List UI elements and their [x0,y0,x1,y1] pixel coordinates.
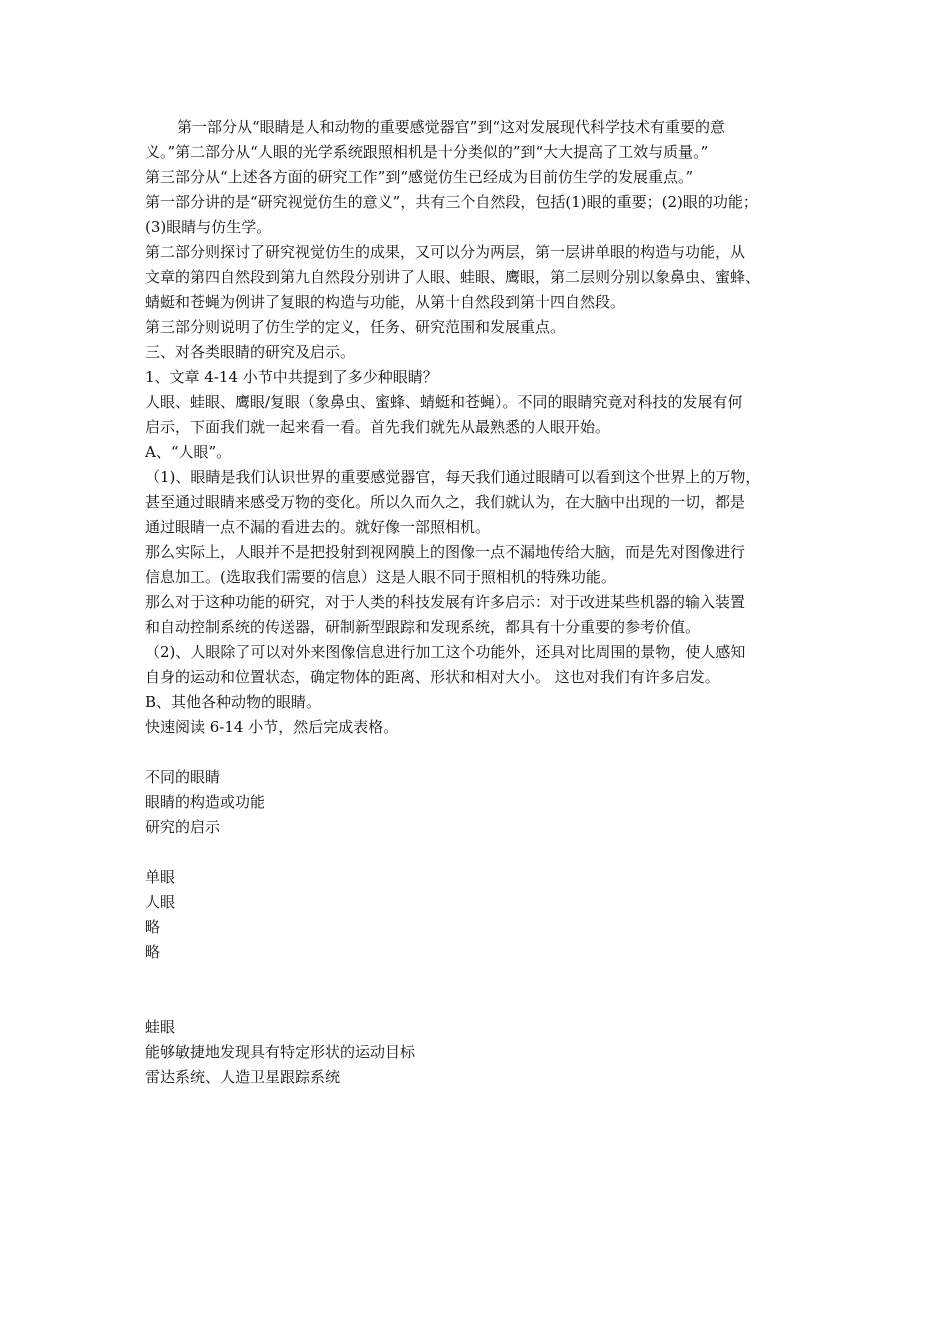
table-header [145,765,810,840]
document-page [145,115,810,1090]
table-cell: 能够敏捷地发现具有特定形状的运动目标 [145,1043,416,1061]
paragraph-line: 那么对于这种功能的研究，对于人类的科技发展有许多启示：对于改进某些机器的输入装置 [145,593,746,611]
table-row [145,1015,810,1090]
paragraph-line: 甚至通过眼睛来感受万物的变化。所以久而久之，我们就认为，在大脑中出现的一切，都是 [145,493,746,511]
paragraph-line: （1)、眼睛是我们认识世界的重要感觉器官，每天我们通过眼睛可以看到这个世界上的万物， [145,468,761,486]
subsection-heading: B、其他各种动物的眼睛。 [145,693,322,711]
table-group-label: 单眼 [145,868,176,886]
spacer [145,990,810,1015]
paragraph-line: 第二部分则探讨了研究视觉仿生的成果，又可以分为两层，第一层讲单眼的构造与功能，从 [145,243,746,261]
instruction-line: 快速阅读 6-14 小节，然后完成表格。 [145,718,399,736]
section-heading: 三、对各类眼睛的研究及启示。 [145,343,356,361]
table-header-cell: 眼睛的构造或功能 [145,793,266,811]
table-cell: 略 [145,943,161,961]
paragraph-line: 人眼、蛙眼、鹰眼/复眼（象鼻虫、蜜蜂、蜻蜓和苍蝇）。不同的眼睛究竟对科技的发展有何 [145,393,743,411]
spacer [145,965,810,990]
table-cell: 蛙眼 [145,1018,176,1036]
paragraph-line: 第一部分从“眼睛是人和动物的重要感觉器官”到“这对发展现代科学技术有重要的意 [177,118,726,136]
table-cell: 略 [145,918,161,936]
spacer [145,840,810,865]
paragraph-line: 启示，下面我们就一起来看一看。首先我们就先从最熟悉的人眼开始。 [145,418,611,436]
table-header-cell: 研究的启示 [145,818,221,836]
paragraph-line: 第三部分则说明了仿生学的定义，任务、研究范围和发展重点。 [145,318,566,336]
paragraph-line: 信息加工。(选取我们需要的信息）这是人眼不同于照相机的特殊功能。 [145,568,616,586]
table-header-cell: 不同的眼睛 [145,768,221,786]
paragraph-line: 通过眼睛一点不漏的看进去的。就好像一部照相机。 [145,518,491,536]
paragraph-line: 文章的第四自然段到第九自然段分别讲了人眼、蛙眼、鹰眼，第二层则分别以象鼻虫、蜜蜂、 [145,268,761,286]
subsection-heading: A、“人眼”。 [145,443,232,461]
table-row [145,890,810,965]
paragraph-line: (3)眼睛与仿生学。 [145,218,272,236]
paragraph-line: 第三部分从“上述各方面的研究工作”到“感觉仿生已经成为目前仿生学的发展重点。” [145,168,694,186]
paragraph-line: 第一部分讲的是“研究视觉仿生的意义”，共有三个自然段，包括(1)眼的重要；(2)眼的功能； [145,193,758,211]
paragraph-line: （2)、人眼除了可以对外来图像信息进行加工这个功能外，还具对比周围的景物，使人感知 [145,643,746,661]
paragraph-line: 那么实际上，人眼并不是把投射到视网膜上的图像一点不漏地传给大脑，而是先对图像进行 [145,543,746,561]
question-line: 1、文章 4-14 小节中共提到了多少种眼睛？ [145,368,438,386]
spacer [145,740,810,765]
paragraph-line: 自身的运动和位置状态，确定物体的距离、形状和相对大小。 这也对我们有许多启发。 [145,668,720,686]
paragraph-line: 蜻蜓和苍蝇为例讲了复眼的构造与功能，从第十自然段到第十四自然段。 [145,293,626,311]
paragraph-line: 和自动控制系统的传送器，研制新型跟踪和发现系统，都具有十分重要的参考价值。 [145,618,701,636]
paragraph-line: 义。”第二部分从“人眼的光学系统跟照相机是十分类似的”到“大大提高了工效与质量。” [145,143,709,161]
table-cell: 雷达系统、人造卫星跟踪系统 [145,1068,341,1086]
table-cell: 人眼 [145,893,176,911]
